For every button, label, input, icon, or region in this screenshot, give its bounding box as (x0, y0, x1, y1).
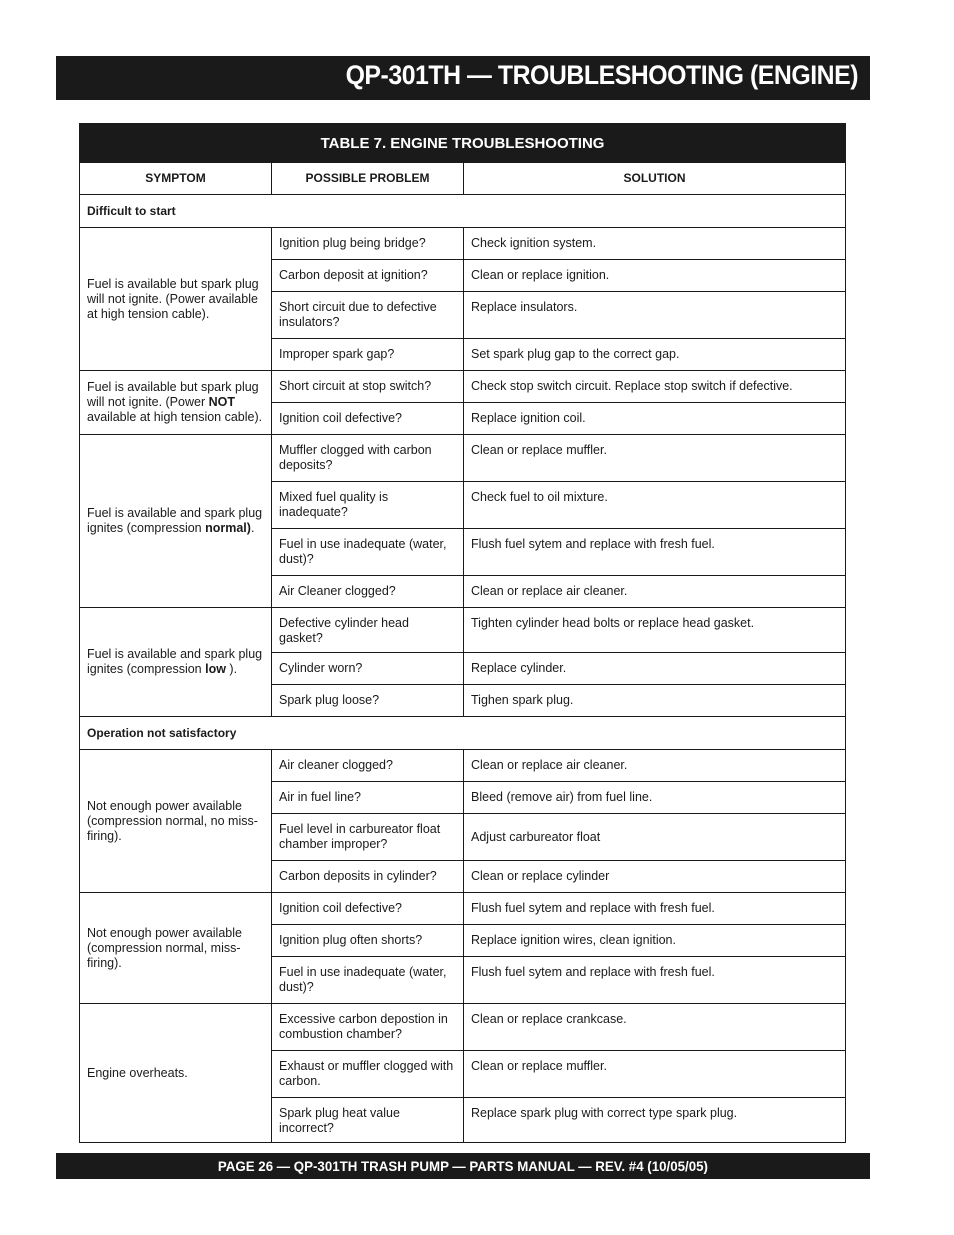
problem-cell: Spark plug heat value incorrect? (272, 1098, 464, 1143)
symptom-text: Fuel is available and spark plug ignites (compression (87, 647, 263, 676)
solution-cell: Tighen spark plug. (464, 685, 846, 717)
problem-cell: Spark plug loose? (272, 685, 464, 717)
symptom-cell: Engine overheats. (80, 1004, 272, 1143)
symptom-text: Fuel is available and spark plug ignites (compression (87, 506, 263, 535)
problem-cell: Muffler clogged with carbon deposits? (272, 435, 464, 482)
symptom-cell (80, 371, 272, 435)
solution-cell: Flush fuel sytem and replace with fresh fuel. (464, 893, 846, 925)
solution-cell: Replace cylinder. (464, 653, 846, 685)
problem-cell: Improper spark gap? (272, 339, 464, 371)
symptom-text: Fuel is available but spark plug will not ignite. (Power (87, 380, 259, 409)
column-header-solution: SOLUTION (464, 163, 846, 195)
table-row (80, 893, 846, 925)
problem-cell: Air in fuel line? (272, 782, 464, 814)
symptom-text: . (250, 521, 255, 535)
problem-cell: Short circuit at stop switch? (272, 371, 464, 403)
solution-cell: Replace spark plug with correct type spark plug. (464, 1098, 846, 1143)
column-header-problem: POSSIBLE PROBLEM (272, 163, 464, 195)
engine-troubleshooting-table (79, 123, 846, 1143)
table-row (80, 435, 846, 482)
group-heading: Operation not satisfactory (80, 717, 846, 750)
symptom-cell: Fuel is available but spark plug will not ignite. (Power available at high tension cable). (80, 228, 272, 371)
symptom-cell (80, 435, 272, 608)
solution-cell: Set spark plug gap to the correct gap. (464, 339, 846, 371)
problem-cell: Carbon deposits in cylinder? (272, 861, 464, 893)
solution-cell: Clean or replace air cleaner. (464, 576, 846, 608)
solution-cell: Check fuel to oil mixture. (464, 482, 846, 529)
solution-cell: Flush fuel sytem and replace with fresh fuel. (464, 957, 846, 1004)
column-header-symptom: SYMPTOM (80, 163, 272, 195)
solution-cell: Clean or replace ignition. (464, 260, 846, 292)
table-row (80, 371, 846, 403)
problem-cell: Fuel in use inadequate (water, dust)? (272, 957, 464, 1004)
solution-cell: Clean or replace muffler. (464, 1051, 846, 1098)
problem-cell: Excessive carbon depostion in combustion chamber? (272, 1004, 464, 1051)
problem-cell: Air Cleaner clogged? (272, 576, 464, 608)
problem-cell: Fuel level in carbureator float chamber improper? (272, 814, 464, 861)
solution-cell: Replace ignition coil. (464, 403, 846, 435)
table-caption: TABLE 7. ENGINE TROUBLESHOOTING (80, 124, 846, 163)
symptom-text: ). (225, 662, 238, 676)
table-row (80, 608, 846, 653)
solution-cell: Bleed (remove air) from fuel line. (464, 782, 846, 814)
page-footer (56, 1153, 870, 1179)
solution-cell: Adjust carbureator float (464, 814, 846, 861)
page-header (56, 56, 870, 100)
solution-cell: Clean or replace air cleaner. (464, 750, 846, 782)
solution-cell: Check stop switch circuit. Replace stop switch if defective. (464, 371, 846, 403)
group-heading: Difficult to start (80, 195, 846, 228)
page-title: QP-301TH — TROUBLESHOOTING (ENGINE) (345, 60, 858, 90)
solution-cell: Clean or replace crankcase. (464, 1004, 846, 1051)
symptom-cell: Not enough power available (compression normal, miss-firing). (80, 893, 272, 1004)
symptom-emphasis: normal) (205, 521, 251, 535)
table-row (80, 1004, 846, 1051)
problem-cell: Mixed fuel quality is inadequate? (272, 482, 464, 529)
problem-cell: Ignition plug being bridge? (272, 228, 464, 260)
table-row (80, 750, 846, 782)
problem-cell: Ignition coil defective? (272, 403, 464, 435)
problem-cell: Air cleaner clogged? (272, 750, 464, 782)
solution-cell: Check ignition system. (464, 228, 846, 260)
table-row (80, 228, 846, 260)
footer-text: PAGE 26 — QP-301TH TRASH PUMP — PARTS MANUAL — REV. #4 (10/05/05) (217, 1158, 709, 1174)
solution-cell: Clean or replace muffler. (464, 435, 846, 482)
problem-cell: Defective cylinder head gasket? (272, 608, 464, 653)
problem-cell: Ignition plug often shorts? (272, 925, 464, 957)
problem-cell: Fuel in use inadequate (water, dust)? (272, 529, 464, 576)
solution-cell: Flush fuel sytem and replace with fresh fuel. (464, 529, 846, 576)
symptom-emphasis: low (205, 662, 226, 676)
problem-cell: Exhaust or muffler clogged with carbon. (272, 1051, 464, 1098)
problem-cell: Ignition coil defective? (272, 893, 464, 925)
solution-cell: Tighten cylinder head bolts or replace head gasket. (464, 608, 846, 653)
problem-cell: Cylinder worn? (272, 653, 464, 685)
column-header-row (80, 163, 846, 195)
problem-cell: Carbon deposit at ignition? (272, 260, 464, 292)
solution-cell: Clean or replace cylinder (464, 861, 846, 893)
problem-cell: Short circuit due to defective insulators? (272, 292, 464, 339)
symptom-emphasis: NOT (208, 395, 235, 409)
solution-cell: Replace ignition wires, clean ignition. (464, 925, 846, 957)
symptom-cell (80, 608, 272, 717)
symptom-text: available at high tension cable). (87, 410, 263, 424)
solution-cell: Replace insulators. (464, 292, 846, 339)
symptom-cell: Not enough power available (compression normal, no miss-firing). (80, 750, 272, 893)
